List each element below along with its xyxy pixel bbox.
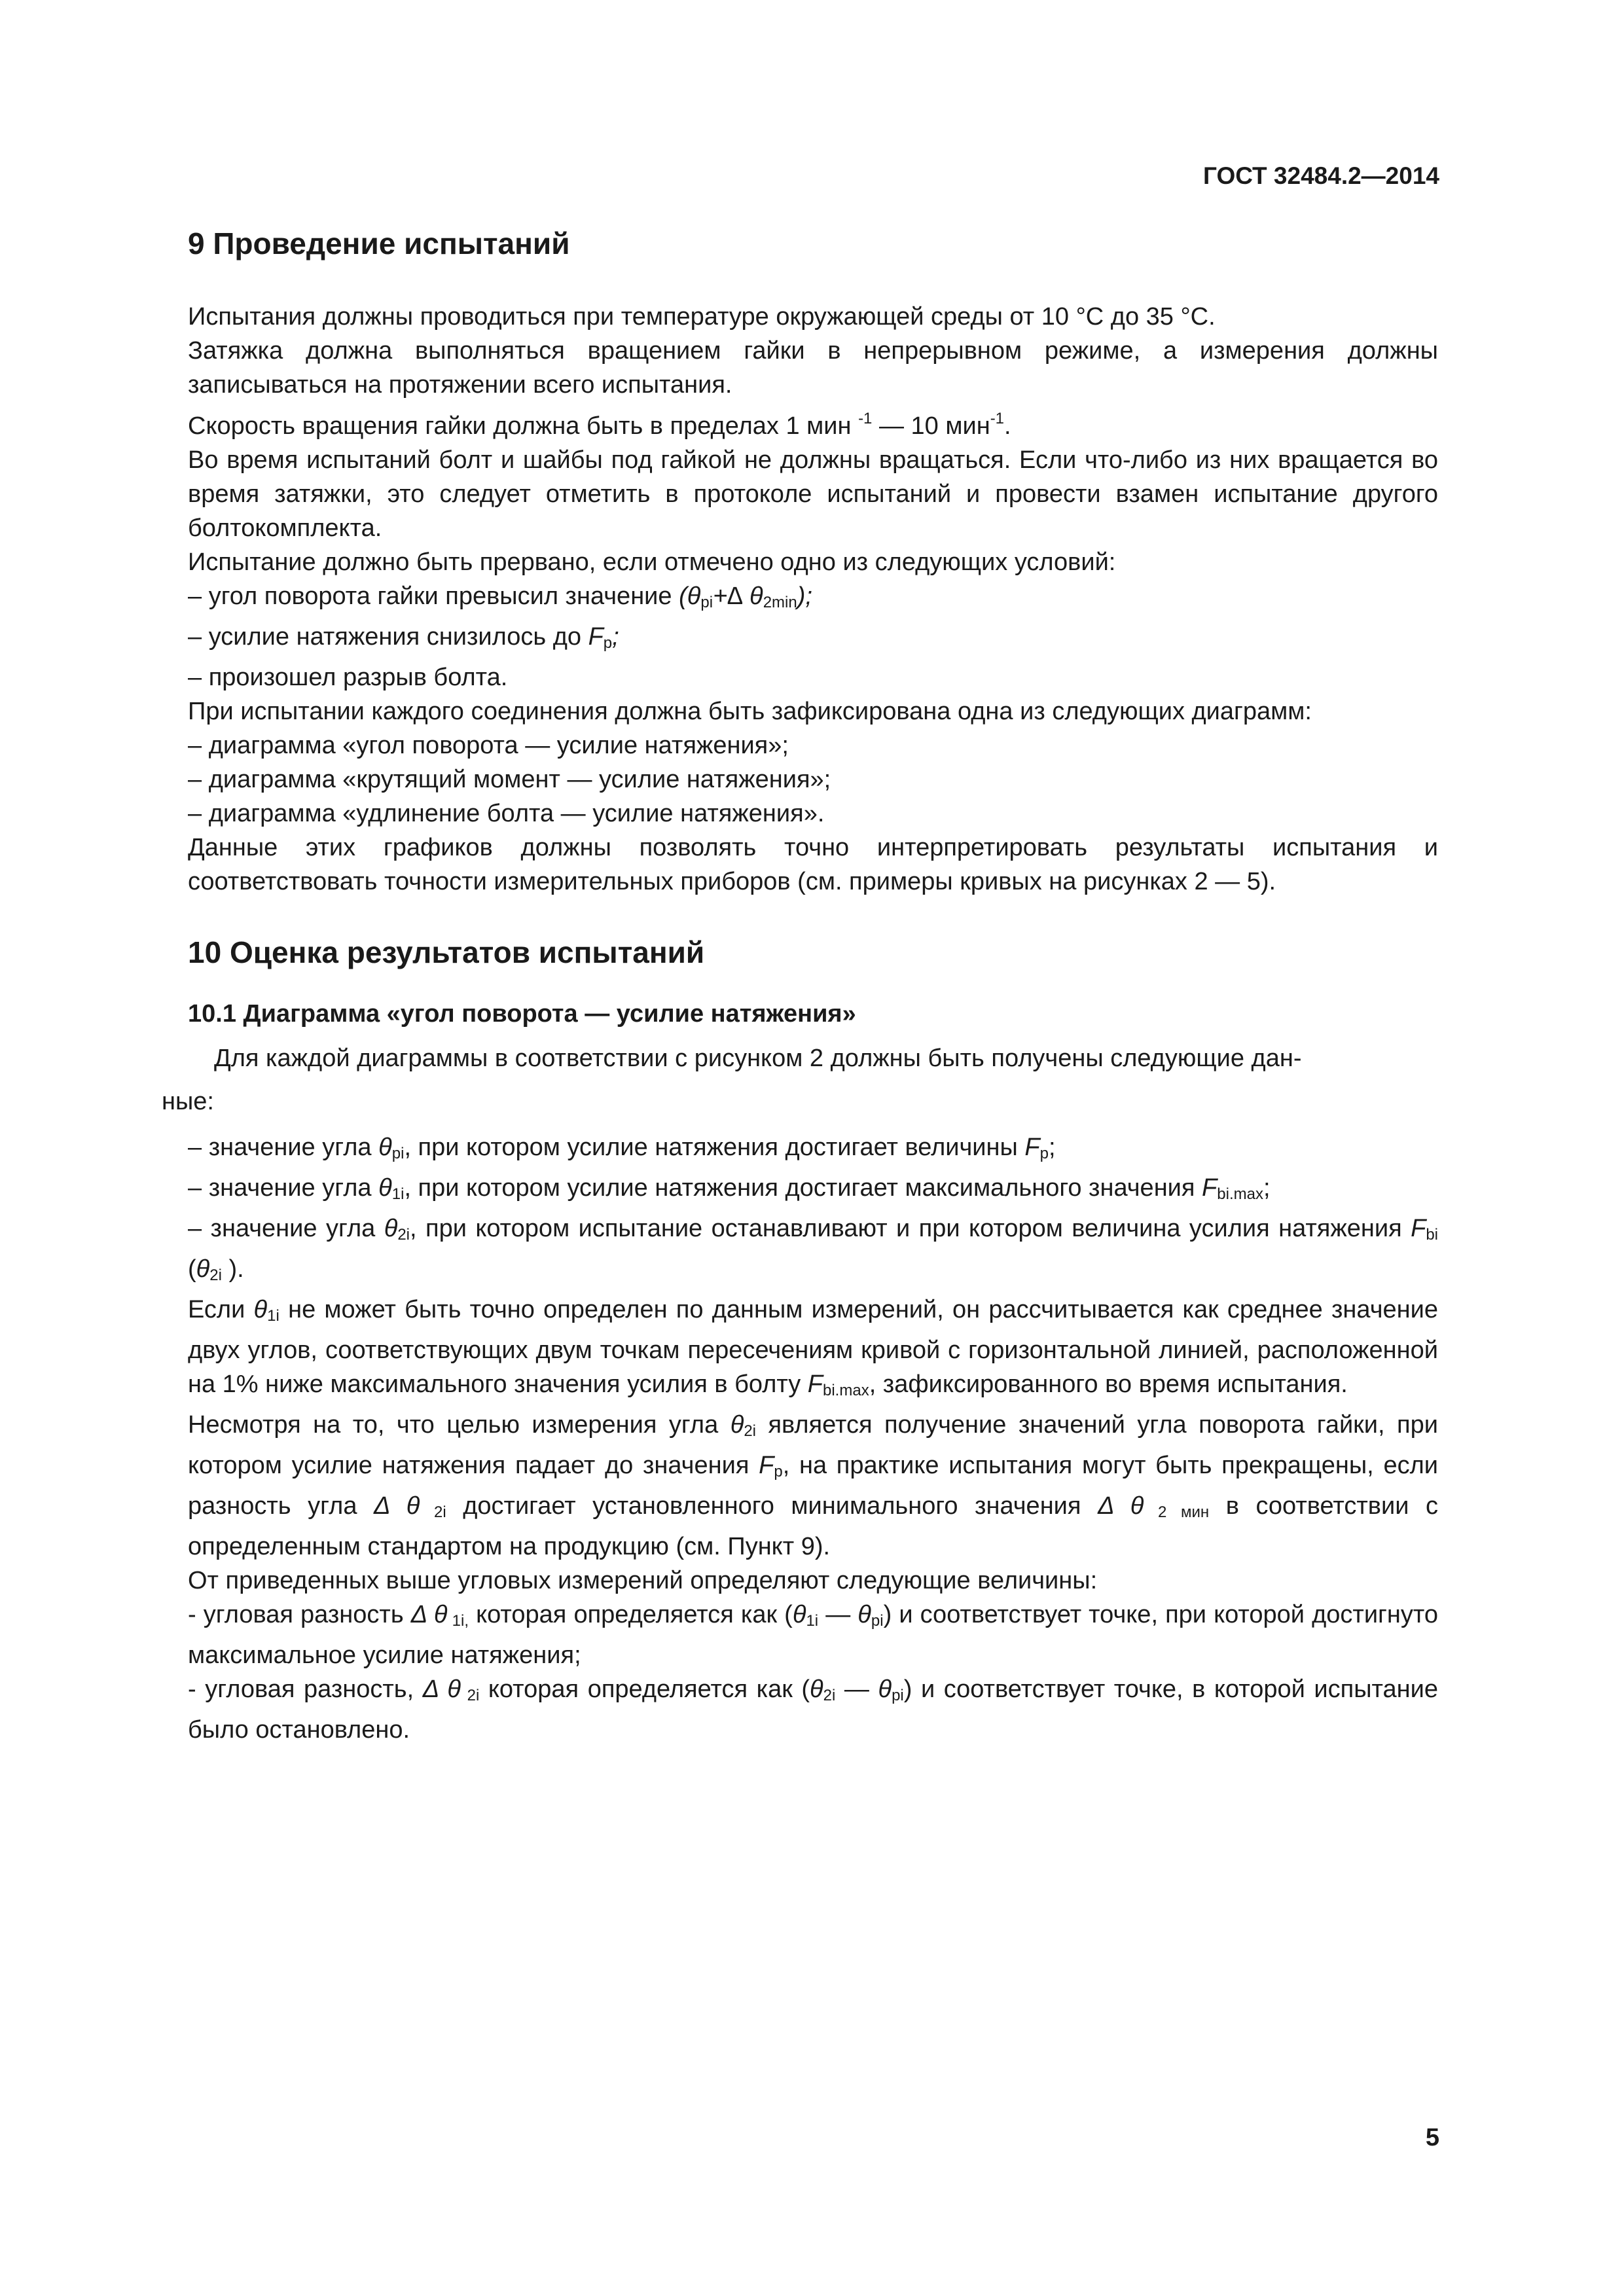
text-span: – значение угла bbox=[188, 1174, 379, 1202]
text-span: ) и соответствует точке, при которой достигнуто максимальное усилие натяжения; bbox=[188, 1601, 1438, 1669]
angular-difference-2 bbox=[188, 1672, 1438, 1747]
symbol-theta: θ bbox=[730, 1411, 744, 1439]
text-span: – усилие натяжения снизилось до bbox=[188, 623, 588, 651]
bullet-theta-pi bbox=[188, 1130, 1438, 1171]
text-span: Испытания должны проводиться при температуре окружающей среды от 10 °С до 35 °С. bbox=[188, 303, 1216, 331]
text-span: которая определяется как ( bbox=[469, 1601, 793, 1628]
symbol-theta: θ bbox=[792, 1601, 806, 1628]
subscript: 2min bbox=[763, 594, 797, 611]
symbol-theta: θ bbox=[857, 1601, 871, 1628]
text-span: , при котором усилие натяжения достигает максимального значения bbox=[404, 1174, 1202, 1202]
symbol-f: F bbox=[1202, 1174, 1218, 1202]
text-span: ; bbox=[1048, 1134, 1056, 1161]
page-content bbox=[162, 223, 1439, 1747]
symbol-theta: θ bbox=[878, 1676, 892, 1703]
text-span: – угол поворота гайки превысил значение bbox=[188, 583, 679, 610]
symbol-theta: θ bbox=[810, 1676, 823, 1703]
text-span: , при котором усилие натяжения достигает величины bbox=[404, 1134, 1025, 1161]
subsection-10-1-title: 10.1 Диаграмма «угол поворота — усилие натяжения» bbox=[188, 1000, 856, 1028]
subscript: 1i, bbox=[447, 1612, 469, 1630]
text-span: , зафиксированного во время испытания. bbox=[869, 1371, 1348, 1398]
subscript: p bbox=[603, 634, 613, 652]
subscript: 2i bbox=[397, 1226, 410, 1244]
angular-difference-1 bbox=[188, 1598, 1438, 1672]
paragraph-angular-quantities: От приведенных выше угловых измерений определяют следующие величины: bbox=[188, 1567, 1098, 1594]
section-9-paragraph-temperature bbox=[188, 300, 1438, 334]
superscript: -1 bbox=[858, 410, 873, 427]
text-span: Скорость вращения гайки должна быть в пределах 1 мин bbox=[188, 412, 852, 440]
text-span: +∆ θ bbox=[713, 583, 763, 610]
subscript: p bbox=[774, 1463, 783, 1480]
symbol-theta: θ bbox=[378, 1174, 392, 1202]
text-span: – значение угла bbox=[188, 1134, 379, 1161]
subscript: pi bbox=[700, 594, 713, 611]
text-span: в соответствии с определенным стандартом на продукцию (см. Пункт 9). bbox=[188, 1492, 1438, 1560]
symbol-f: F bbox=[807, 1371, 823, 1398]
paragraph-theta-1i-average bbox=[188, 1293, 1438, 1408]
text-span: (θ bbox=[679, 583, 701, 610]
section-9-paragraph-tightening bbox=[188, 334, 1438, 402]
diagram-item-angle: – диаграмма «угол поворота — усилие натяжения»; bbox=[188, 732, 789, 759]
subscript: 1i bbox=[267, 1307, 280, 1325]
text-span: - угловая разность, bbox=[188, 1676, 423, 1703]
symbol-delta-theta: Δ θ bbox=[1098, 1492, 1144, 1520]
subscript: pi bbox=[391, 1145, 405, 1162]
bullet-theta-1i bbox=[188, 1171, 1438, 1211]
symbol-f: F bbox=[759, 1452, 774, 1479]
text-span: Если bbox=[188, 1296, 254, 1323]
text-span: Несмотря на то, что целью измерения угла bbox=[188, 1411, 731, 1439]
text-span: которая определяется как ( bbox=[479, 1676, 810, 1703]
text-span: — bbox=[818, 1601, 858, 1628]
section-10-intro-line: Для каждой диаграммы в соответствии с рисунком 2 должны быть получены следующие дан- bbox=[214, 1045, 1302, 1072]
text-span: — 10 мин bbox=[872, 412, 990, 440]
paragraph-theta-2i-measurement bbox=[188, 1408, 1438, 1564]
subscript: bi.max bbox=[823, 1382, 869, 1399]
subscript: 2i bbox=[420, 1503, 446, 1521]
text-span: ); bbox=[797, 583, 812, 610]
symbol-f: F bbox=[1024, 1134, 1040, 1161]
section-10-intro-end: ные: bbox=[162, 1088, 214, 1115]
symbol-theta: θ bbox=[196, 1255, 210, 1283]
subscript: bi.max bbox=[1217, 1185, 1263, 1203]
page-number: 5 bbox=[1425, 2124, 1439, 2151]
symbol-delta-theta: Δ θ bbox=[374, 1492, 420, 1520]
text-span: Затяжка должна выполняться вращением гайки в непрерывном режиме, а измерения должны записываться на протяжении всего испытания. bbox=[188, 337, 1438, 399]
subscript: 2 мин bbox=[1144, 1503, 1210, 1521]
text-span: – значение угла bbox=[188, 1215, 384, 1242]
standard-code: ГОСТ 32484.2—2014 bbox=[1202, 162, 1439, 189]
text-span: ) и соответствует точке, в которой испытание было остановлено. bbox=[188, 1676, 1438, 1744]
subscript: p bbox=[1039, 1145, 1049, 1162]
subscript: bi bbox=[1426, 1226, 1439, 1244]
subscript: 2i bbox=[209, 1266, 222, 1284]
condition-force bbox=[188, 620, 1438, 660]
text-span: ; bbox=[612, 623, 619, 651]
symbol-f: F bbox=[588, 623, 604, 651]
section-10-title: 10 Оценка результатов испытаний bbox=[188, 935, 705, 969]
diagram-item-elongation: – диаграмма «удлинение болта — усилие натяжения». bbox=[188, 800, 825, 827]
text-span: , при котором испытание останавливают и при котором величина усилия натяжения bbox=[410, 1215, 1411, 1242]
section-9-paragraph-interrupt: Испытание должно быть прервано, если отмечено одно из следующих условий: bbox=[188, 548, 1116, 576]
symbol-theta: θ bbox=[253, 1296, 268, 1323]
subscript: 1i bbox=[391, 1185, 405, 1203]
superscript: -1 bbox=[990, 410, 1005, 427]
subscript: 2i bbox=[744, 1422, 756, 1440]
subscript: 1i bbox=[806, 1612, 819, 1630]
condition-break: – произошел разрыв болта. bbox=[188, 664, 508, 691]
bullet-theta-2i bbox=[188, 1211, 1438, 1293]
symbol-delta-theta: Δ θ bbox=[422, 1676, 461, 1703]
text-span: ( bbox=[188, 1255, 196, 1283]
section-9-paragraph-data: Данные этих графиков должны позволять точно интерпретировать результаты испытания и соответствовать точности измерительных приборов (см. примеры кривых на рисунках 2 — 5). bbox=[188, 834, 1438, 895]
text-span: достигает установленного минимального значения bbox=[446, 1492, 1098, 1520]
symbol-theta: θ bbox=[384, 1215, 398, 1242]
diagram-item-torque: – диаграмма «крутящий момент — усилие натяжения»; bbox=[188, 766, 831, 793]
text-span: не может быть точно определен по данным измерений, он рассчитывается как среднее значение двух углов, соответствующих двум точкам пересечениям кривой с горизонтальной линией, расположенной на 1% ниже максимального значения усилия в болту bbox=[188, 1296, 1438, 1398]
subscript: pi bbox=[892, 1687, 904, 1704]
text-span: является получение значений угла поворота гайки, при котором усилие натяжения падает до значения bbox=[188, 1411, 1438, 1479]
section-9-paragraph-speed bbox=[188, 402, 1438, 443]
symbol-theta: θ bbox=[378, 1134, 392, 1161]
text-span: ; bbox=[1263, 1174, 1271, 1202]
condition-angle bbox=[188, 579, 1438, 620]
text-span: , на практике испытания могут быть прекращены, если разность угла bbox=[188, 1452, 1438, 1520]
text-span: ). bbox=[221, 1255, 244, 1283]
section-9-paragraph-rotation: Во время испытаний болт и шайбы под гайкой не должны вращаться. Если что-либо из них вращается во время затяжки, это следует отметить в протоколе испытаний и провести взамен испытание другого болтокомплекта. bbox=[188, 446, 1438, 542]
formula bbox=[679, 583, 812, 610]
section-9-title: 9 Проведение испытаний bbox=[188, 226, 570, 260]
text-span: — bbox=[835, 1676, 878, 1703]
symbol-delta-theta: Δ θ bbox=[410, 1601, 448, 1628]
section-9-paragraph-diagrams: При испытании каждого соединения должна быть зафиксирована одна из следующих диаграмм: bbox=[188, 698, 1312, 725]
symbol-f: F bbox=[1411, 1215, 1426, 1242]
text-span: - угловая разность bbox=[188, 1601, 411, 1628]
subscript: 2i bbox=[823, 1687, 836, 1704]
subscript: 2i bbox=[460, 1687, 480, 1704]
subscript: pi bbox=[871, 1612, 884, 1630]
text-span: . bbox=[1004, 412, 1011, 440]
